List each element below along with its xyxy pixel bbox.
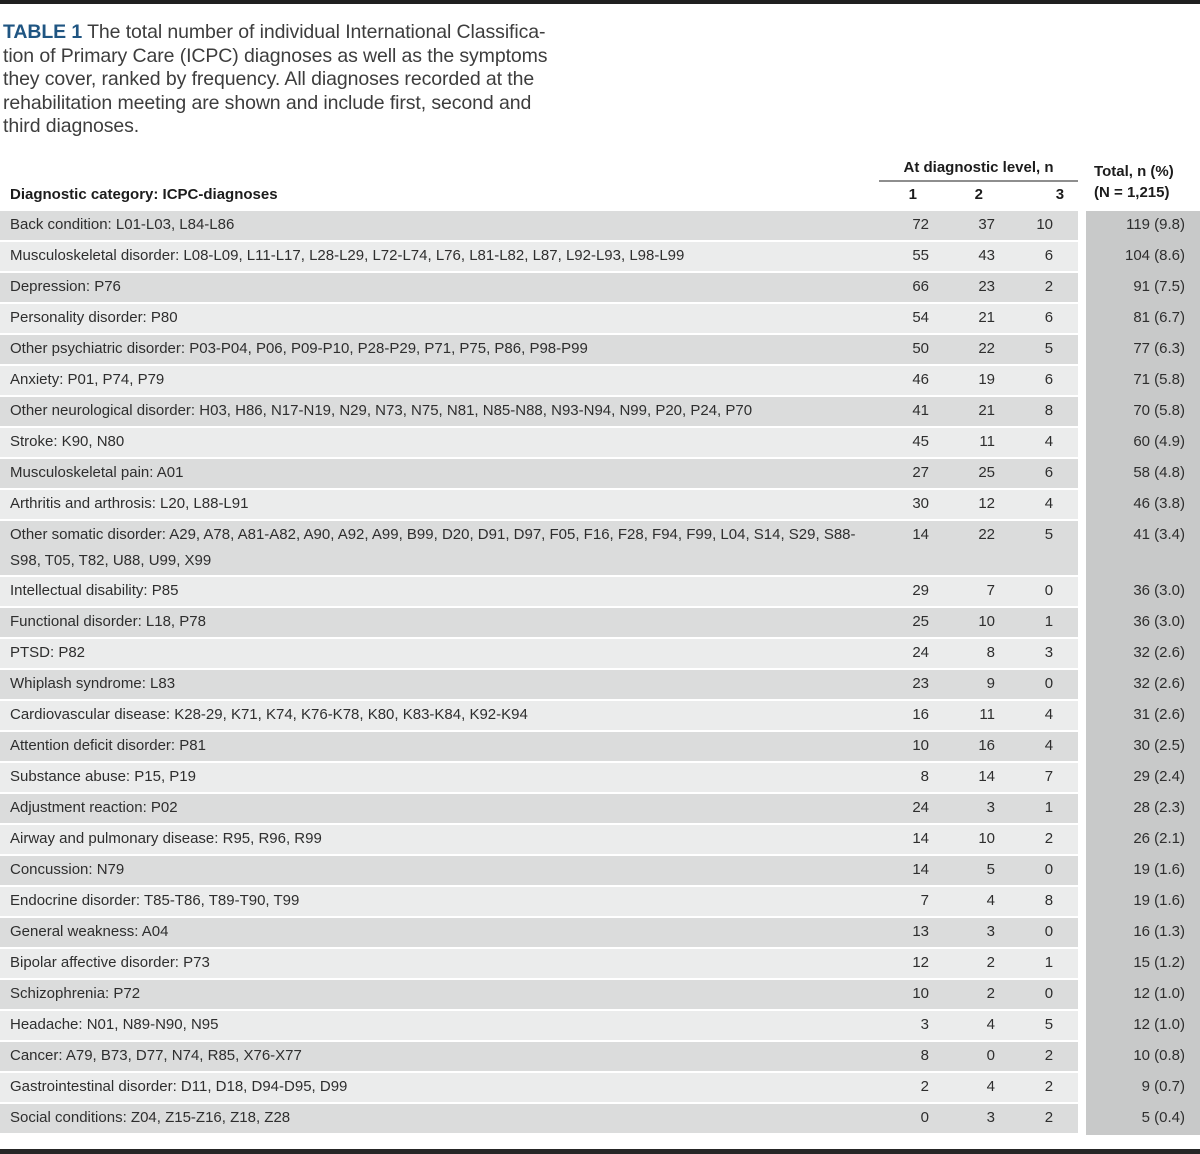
spacer-cell [1078,917,1086,948]
category-cell: Other neurological disorder: H03, H86, N17-N19, N29, N73, N75, N81, N85-N88, N93-N94, N99, P20, P24, P70 [0,396,879,427]
total-cell: 32 (2.6) [1086,638,1200,669]
category-cell: Musculoskeletal disorder: L08-L09, L11-L17, L28-L29, L72-L74, L76, L81-L82, L87, L92-L93, L98-L99 [0,241,879,272]
total-cell: 32 (2.6) [1086,669,1200,700]
level1-cell: 12 [879,948,931,979]
total-header-line2: (N = 1,215) [1094,183,1170,201]
level2-cell: 4 [931,1072,997,1103]
category-cell: Endocrine disorder: T85-T86, T89-T90, T99 [0,886,879,917]
level3-cell: 4 [997,731,1078,762]
level3-cell: 6 [997,365,1078,396]
total-cell: 30 (2.5) [1086,731,1200,762]
spacer-cell [1078,731,1086,762]
level2-cell: 22 [931,520,997,576]
total-cell: 28 (2.3) [1086,793,1200,824]
level2-cell: 4 [931,1010,997,1041]
table-row [0,1103,1200,1134]
total-cell: 70 (5.8) [1086,396,1200,427]
table-number-label: TABLE 1 [3,21,83,43]
category-cell: Substance abuse: P15, P19 [0,762,879,793]
spacer-cell [1078,458,1086,489]
level3-cell: 6 [997,458,1078,489]
level3-cell: 2 [997,272,1078,303]
level1-cell: 30 [879,489,931,520]
total-cell: 5 (0.4) [1086,1103,1200,1134]
total-cell: 36 (3.0) [1086,576,1200,607]
table-row [0,396,1200,427]
total-cell: 31 (2.6) [1086,700,1200,731]
table-row [0,334,1200,365]
spacer-cell [1078,182,1086,211]
spacer-cell [1078,638,1086,669]
spacer-cell [1078,272,1086,303]
level1-cell: 41 [879,396,931,427]
total-cell: 19 (1.6) [1086,855,1200,886]
diagnostic-level-group-header: At diagnostic level, n [879,159,1078,182]
total-cell: 12 (1.0) [1086,1010,1200,1041]
level3-cell: 4 [997,489,1078,520]
level2-cell: 25 [931,458,997,489]
table-row [0,855,1200,886]
level2-cell: 21 [931,303,997,334]
level1-cell: 2 [879,1072,931,1103]
level2-cell: 21 [931,396,997,427]
spacer-cell [1078,576,1086,607]
level1-cell: 50 [879,334,931,365]
total-column-header [1086,159,1200,211]
level1-cell: 55 [879,241,931,272]
spacer-cell [1078,824,1086,855]
level3-cell: 1 [997,607,1078,638]
header-row-group [0,159,1200,182]
category-cell: Personality disorder: P80 [0,303,879,334]
level2-cell: 37 [931,211,997,241]
level3-cell: 2 [997,824,1078,855]
total-cell: 9 (0.7) [1086,1072,1200,1103]
level1-cell: 0 [879,1103,931,1134]
level1-cell: 14 [879,520,931,576]
level1-cell: 29 [879,576,931,607]
level3-cell: 10 [997,211,1078,241]
level1-cell: 66 [879,272,931,303]
table-row [0,886,1200,917]
table-row [0,979,1200,1010]
spacer-cell [1078,303,1086,334]
empty-header-cell [0,159,879,182]
level1-cell: 24 [879,638,931,669]
total-cell: 36 (3.0) [1086,607,1200,638]
category-cell: Gastrointestinal disorder: D11, D18, D94-D95, D99 [0,1072,879,1103]
level2-cell: 3 [931,917,997,948]
level2-cell: 7 [931,576,997,607]
level1-cell: 14 [879,824,931,855]
table-body [0,211,1200,1134]
level2-cell: 14 [931,762,997,793]
level3-cell: 6 [997,303,1078,334]
total-cell: 16 (1.3) [1086,917,1200,948]
level2-cell: 3 [931,1103,997,1134]
category-cell: Airway and pulmonary disease: R95, R96, R99 [0,824,879,855]
spacer-cell [1078,700,1086,731]
table-row [0,520,1200,576]
level1-cell: 3 [879,1010,931,1041]
level2-cell: 5 [931,855,997,886]
table-row [0,576,1200,607]
level3-cell: 5 [997,520,1078,576]
caption-text: The total number of individual International Classifica- [87,21,546,43]
spacer-cell [1078,365,1086,396]
level2-cell: 2 [931,979,997,1010]
level2-cell: 8 [931,638,997,669]
level1-cell: 27 [879,458,931,489]
spacer-cell [1078,855,1086,886]
spacer-cell [1078,762,1086,793]
category-cell: Intellectual disability: P85 [0,576,879,607]
level1-cell: 13 [879,917,931,948]
spacer-cell [1078,334,1086,365]
table-row [0,638,1200,669]
category-cell: Whiplash syndrome: L83 [0,669,879,700]
level3-cell: 2 [997,1103,1078,1134]
total-cell: 41 (3.4) [1086,520,1200,576]
category-cell: Depression: P76 [0,272,879,303]
total-cell: 104 (8.6) [1086,241,1200,272]
level3-cell: 4 [997,427,1078,458]
caption-line: rehabilitation meeting are shown and include first, second and [3,91,532,114]
level3-cell: 5 [997,334,1078,365]
spacer-cell [1078,211,1086,241]
category-cell: Back condition: L01-L03, L84-L86 [0,211,879,241]
table-row [0,272,1200,303]
level1-cell: 8 [879,1041,931,1072]
caption-line: third diagnoses. [3,115,140,137]
table-row [0,948,1200,979]
table-row [0,669,1200,700]
level3-cell: 1 [997,793,1078,824]
level2-cell: 16 [931,731,997,762]
spacer-cell [1078,1103,1086,1134]
category-cell: Musculoskeletal pain: A01 [0,458,879,489]
level-3-header: 3 [1055,185,1065,203]
table-caption [3,21,603,139]
total-header-line1: Total, n (%) [1094,162,1174,180]
level3-cell: 0 [997,669,1078,700]
level3-cell: 0 [997,576,1078,607]
table-row [0,1072,1200,1103]
caption-line: they cover, ranked by frequency. All diagnoses recorded at the [3,68,535,90]
category-cell: Arthritis and arthrosis: L20, L88-L91 [0,489,879,520]
level1-cell: 24 [879,793,931,824]
level2-cell: 10 [931,824,997,855]
level1-cell: 14 [879,855,931,886]
level1-cell: 10 [879,979,931,1010]
total-cell: 10 (0.8) [1086,1041,1200,1072]
table-row [0,917,1200,948]
spacer-cell [1078,241,1086,272]
level3-cell: 2 [997,1041,1078,1072]
spacer-cell [1078,607,1086,638]
spacer-cell [1078,948,1086,979]
level2-cell: 2 [931,948,997,979]
category-cell: Attention deficit disorder: P81 [0,731,879,762]
level2-cell: 22 [931,334,997,365]
total-cell: 71 (5.8) [1086,365,1200,396]
table-row [0,793,1200,824]
spacer-cell [1078,886,1086,917]
spacer-cell [1078,520,1086,576]
level2-cell: 43 [931,241,997,272]
total-cell: 19 (1.6) [1086,886,1200,917]
level2-cell: 11 [931,427,997,458]
level2-cell: 12 [931,489,997,520]
category-cell: Concussion: N79 [0,855,879,886]
table-row [0,489,1200,520]
total-cell: 60 (4.9) [1086,427,1200,458]
level1-cell: 7 [879,886,931,917]
level3-cell: 6 [997,241,1078,272]
spacer-cell [1078,1041,1086,1072]
table-row [0,458,1200,489]
level3-cell: 3 [997,638,1078,669]
table-row [0,427,1200,458]
caption-line: tion of Primary Care (ICPC) diagnoses as well as the symptoms [3,44,548,67]
level2-cell: 19 [931,365,997,396]
level1-cell: 54 [879,303,931,334]
table-row [0,365,1200,396]
total-cell: 12 (1.0) [1086,979,1200,1010]
level3-cell: 8 [997,886,1078,917]
table-row [0,1041,1200,1072]
diagnoses-table [0,159,1200,1135]
level1-cell: 10 [879,731,931,762]
level2-cell: 4 [931,886,997,917]
total-cell: 26 (2.1) [1086,824,1200,855]
category-cell: PTSD: P82 [0,638,879,669]
level2-cell: 3 [931,793,997,824]
level3-cell: 1 [997,948,1078,979]
spacer-cell [1078,1010,1086,1041]
spacer-cell [1078,979,1086,1010]
spacer-cell [1078,489,1086,520]
category-cell: Cancer: A79, B73, D77, N74, R85, X76-X77 [0,1041,879,1072]
diagnostic-category-header: Diagnostic category: ICPC-diagnoses [10,185,278,203]
table-row [0,607,1200,638]
level2-cell: 9 [931,669,997,700]
total-cell: 81 (6.7) [1086,303,1200,334]
level1-cell: 16 [879,700,931,731]
spacer-cell [1078,396,1086,427]
level-2-header: 2 [974,185,983,203]
total-cell: 15 (1.2) [1086,948,1200,979]
level3-cell: 0 [997,855,1078,886]
total-cell: 58 (4.8) [1086,458,1200,489]
table-row [0,731,1200,762]
level3-cell: 7 [997,762,1078,793]
category-cell: Schizophrenia: P72 [0,979,879,1010]
category-cell: Other somatic disorder: A29, A78, A81-A82, A90, A92, A99, B99, D20, D91, D97, F05, F16, F28, F94, F99, L04, S14, S29, S88-S98, T05, T82, U88, U99, X99 [0,520,879,576]
category-cell: Other psychiatric disorder: P03-P04, P06, P09-P10, P28-P29, P71, P75, P86, P98-P99 [0,334,879,365]
level3-cell: 0 [997,917,1078,948]
table-row [0,762,1200,793]
table-row [0,1010,1200,1041]
table-row [0,241,1200,272]
level1-cell: 25 [879,607,931,638]
total-cell: 77 (6.3) [1086,334,1200,365]
table-row [0,211,1200,241]
spacer-cell [1078,1072,1086,1103]
category-cell: Functional disorder: L18, P78 [0,607,879,638]
spacer-cell [1078,427,1086,458]
level2-cell: 11 [931,700,997,731]
spacer-cell [1078,669,1086,700]
category-cell: Adjustment reaction: P02 [0,793,879,824]
level1-cell: 72 [879,211,931,241]
category-cell: Stroke: K90, N80 [0,427,879,458]
level1-cell: 45 [879,427,931,458]
table-row [0,303,1200,334]
category-cell: Cardiovascular disease: K28-29, K71, K74, K76-K78, K80, K83-K84, K92-K94 [0,700,879,731]
level3-cell: 5 [997,1010,1078,1041]
header-row-levels [0,182,1200,211]
level3-cell: 0 [997,979,1078,1010]
level2-cell: 23 [931,272,997,303]
total-cell: 91 (7.5) [1086,272,1200,303]
level3-cell: 4 [997,700,1078,731]
category-cell: Headache: N01, N89-N90, N95 [0,1010,879,1041]
level3-cell: 8 [997,396,1078,427]
total-cell: 29 (2.4) [1086,762,1200,793]
spacer-cell [1078,159,1086,182]
level1-cell: 23 [879,669,931,700]
category-cell: Anxiety: P01, P74, P79 [0,365,879,396]
level1-cell: 46 [879,365,931,396]
category-cell: Social conditions: Z04, Z15-Z16, Z18, Z28 [0,1103,879,1134]
level3-cell: 2 [997,1072,1078,1103]
level2-cell: 10 [931,607,997,638]
level-1-header: 1 [908,185,917,203]
table-row [0,824,1200,855]
top-rule [0,0,1200,4]
table-row [0,700,1200,731]
category-cell: Bipolar affective disorder: P73 [0,948,879,979]
level2-cell: 0 [931,1041,997,1072]
caption-line [3,21,603,45]
total-cell: 46 (3.8) [1086,489,1200,520]
total-cell: 119 (9.8) [1086,211,1200,241]
bottom-rule [0,1149,1200,1154]
level1-cell: 8 [879,762,931,793]
spacer-cell [1078,793,1086,824]
category-cell: General weakness: A04 [0,917,879,948]
